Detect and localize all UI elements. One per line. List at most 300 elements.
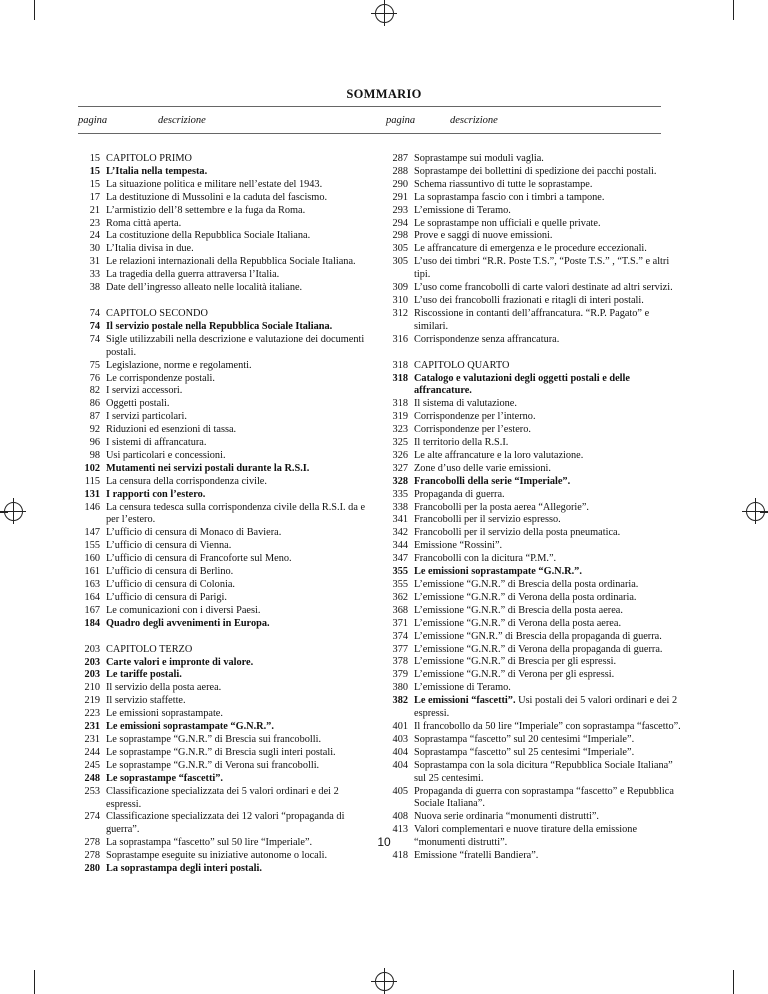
toc-entry bbox=[78, 308, 368, 321]
toc-entry-description bbox=[414, 527, 682, 540]
toc-entry-description bbox=[414, 644, 682, 657]
toc-entry-description bbox=[414, 166, 682, 179]
toc-entry-description bbox=[106, 476, 368, 489]
toc-entry-page: 319 bbox=[392, 411, 408, 423]
toc-entry-text: Corrispondenze per l’interno. bbox=[414, 411, 536, 423]
toc-entry-page: 163 bbox=[84, 579, 100, 590]
toc-entry-description bbox=[106, 437, 368, 450]
toc-entry-page: 290 bbox=[392, 178, 408, 190]
toc-entry bbox=[386, 153, 682, 166]
toc-entry-description bbox=[414, 553, 682, 566]
toc-entry-description bbox=[414, 450, 682, 463]
toc-right-column bbox=[386, 153, 682, 863]
toc-entry bbox=[386, 721, 682, 734]
toc-entry-description bbox=[106, 192, 368, 205]
toc-entry-text: Propaganda di guerra con soprastampa “fascetto” e Repubblica Sociale Italiana”. bbox=[414, 785, 674, 810]
toc-entry bbox=[386, 786, 682, 812]
toc-entry-page: 147 bbox=[84, 527, 100, 539]
toc-entry bbox=[386, 192, 682, 205]
toc-entry bbox=[386, 243, 682, 256]
toc-entry-page: 87 bbox=[89, 411, 100, 423]
toc-entry-description bbox=[106, 695, 368, 708]
toc-entry-description bbox=[106, 230, 368, 243]
toc-entry-description bbox=[414, 592, 682, 605]
column-header-description: descrizione bbox=[158, 115, 206, 126]
toc-entry bbox=[78, 230, 368, 243]
toc-entry-description bbox=[106, 540, 368, 553]
toc-entry-page: 164 bbox=[84, 591, 100, 603]
toc-entry bbox=[386, 514, 682, 527]
toc-entry-description bbox=[414, 631, 682, 644]
toc-entry-description bbox=[106, 398, 368, 411]
toc-entry bbox=[386, 256, 682, 282]
registration-mark-icon bbox=[371, 968, 397, 994]
toc-entry-page: 75 bbox=[89, 359, 100, 371]
toc-entry-page: 280 bbox=[84, 863, 100, 875]
toc-entry bbox=[78, 540, 368, 553]
toc-entry bbox=[386, 502, 682, 515]
toc-entry-page: 325 bbox=[392, 437, 408, 449]
toc-entry-description bbox=[414, 476, 682, 489]
toc-entry-description bbox=[414, 398, 682, 411]
toc-entry-page: 288 bbox=[392, 165, 408, 177]
toc-entry bbox=[386, 411, 682, 424]
toc-entry bbox=[386, 218, 682, 231]
toc-entry-text: Schema riassuntivo di tutte le soprastampe. bbox=[414, 178, 593, 190]
toc-entry-description bbox=[106, 502, 368, 528]
toc-entry-description bbox=[414, 760, 682, 786]
toc-entry-page: 312 bbox=[392, 307, 408, 319]
toc-entry-page: 244 bbox=[84, 746, 100, 758]
toc-entry-description bbox=[414, 295, 682, 308]
toc-entry bbox=[386, 669, 682, 682]
toc-entry-page: 404 bbox=[392, 746, 408, 758]
toc-entry-page: 92 bbox=[89, 424, 100, 436]
toc-entry-description bbox=[106, 579, 368, 592]
toc-entry-text: L’emissione “G.N.R.” di Brescia della posta aerea. bbox=[414, 604, 623, 616]
toc-entry-page: 327 bbox=[392, 462, 408, 474]
toc-entry bbox=[386, 476, 682, 489]
toc-entry-description bbox=[106, 205, 368, 218]
toc-entry bbox=[386, 553, 682, 566]
toc-entry-text: Le soprastampe “G.N.R.” di Brescia sugli interi postali. bbox=[106, 746, 336, 758]
crop-mark bbox=[34, 0, 35, 20]
toc-entry-page: 355 bbox=[392, 566, 408, 578]
toc-entry bbox=[78, 282, 368, 295]
toc-entry-page: 305 bbox=[392, 243, 408, 255]
toc-entry-description bbox=[106, 321, 368, 334]
toc-entry-description bbox=[106, 708, 368, 721]
toc-entry-page: 33 bbox=[89, 269, 100, 281]
toc-entry bbox=[78, 398, 368, 411]
toc-entry-description bbox=[414, 786, 682, 812]
crop-mark bbox=[733, 0, 734, 20]
toc-entry bbox=[386, 463, 682, 476]
toc-entry bbox=[78, 385, 368, 398]
toc-entry bbox=[78, 269, 368, 282]
toc-entry-text: Le soprastampe “fascetti”. bbox=[106, 772, 223, 784]
toc-entry-page: 15 bbox=[89, 165, 100, 177]
toc-entry-page: 203 bbox=[84, 656, 100, 668]
toc-entry bbox=[386, 166, 682, 179]
toc-entry-description bbox=[414, 811, 682, 824]
toc-entry-text: L’ufficio di censura di Parigi. bbox=[106, 591, 227, 603]
toc-entry-page: 278 bbox=[84, 850, 100, 862]
toc-entry-page: 31 bbox=[89, 256, 100, 268]
toc-entry bbox=[78, 334, 368, 360]
toc-entry-description bbox=[106, 153, 368, 166]
toc-entry-text: Le soprastampe “G.N.R.” di Brescia sui francobolli. bbox=[106, 733, 322, 745]
toc-entry-text: Soprastampa con la sola dicitura “Repubblica Sociale Italiana” sul 25 centesimi. bbox=[414, 759, 673, 784]
toc-entry-description bbox=[106, 282, 368, 295]
toc-entry-page: 248 bbox=[84, 772, 100, 784]
toc-entry bbox=[78, 553, 368, 566]
toc-entry-text: Classificazione specializzata dei 5 valori ordinari e dei 2 espressi. bbox=[106, 785, 339, 810]
toc-entry-page: 341 bbox=[392, 514, 408, 526]
toc-entry-description bbox=[414, 850, 682, 863]
toc-entry-page: 21 bbox=[89, 204, 100, 216]
toc-entry bbox=[386, 230, 682, 243]
toc-entry-page: 219 bbox=[84, 695, 100, 707]
toc-entry-description bbox=[414, 373, 682, 399]
toc-entry bbox=[78, 721, 368, 734]
toc-entry bbox=[386, 308, 682, 334]
toc-entry-description bbox=[414, 243, 682, 256]
toc-entry-text: CAPITOLO SECONDO bbox=[106, 307, 208, 319]
toc-entry-description bbox=[106, 373, 368, 386]
toc-entry-text: Legislazione, norme e regolamenti. bbox=[106, 359, 252, 371]
toc-entry-text: Corrispondenze per l’estero. bbox=[414, 424, 531, 436]
toc-entry-description bbox=[414, 721, 682, 734]
registration-mark-icon bbox=[0, 498, 26, 524]
toc-entry-description bbox=[106, 592, 368, 605]
toc-entry-text: Francobolli per il servizio espresso. bbox=[414, 514, 561, 526]
toc-entry-text: La censura tedesca sulla corrispondenza civile della R.S.I. da e per l’estero. bbox=[106, 501, 366, 526]
toc-entry bbox=[386, 398, 682, 411]
toc-entry-page: 377 bbox=[392, 643, 408, 655]
toc-entry-text: L’ufficio di censura di Berlino. bbox=[106, 566, 234, 578]
toc-entry bbox=[78, 166, 368, 179]
toc-entry-page: 309 bbox=[392, 282, 408, 294]
toc-entry-description bbox=[414, 566, 682, 579]
toc-entry-text: Il sistema di valutazione. bbox=[414, 398, 517, 410]
toc-entry-page: 318 bbox=[392, 398, 408, 410]
toc-entry-text: Soprastampa “fascetto” sul 20 centesimi “Imperiale”. bbox=[414, 733, 635, 745]
toc-entry-page: 347 bbox=[392, 553, 408, 565]
toc-entry-description bbox=[106, 179, 368, 192]
toc-entry-page: 167 bbox=[84, 604, 100, 616]
toc-entry-text: L’Italia nella tempesta. bbox=[106, 165, 208, 177]
toc-entry bbox=[386, 682, 682, 695]
toc-entry-text: Le tariffe postali. bbox=[106, 669, 182, 681]
toc-entry-page: 210 bbox=[84, 682, 100, 694]
toc-entry bbox=[386, 850, 682, 863]
toc-entry-page: 318 bbox=[392, 372, 408, 384]
toc-entry-page: 298 bbox=[392, 230, 408, 242]
column-header-page: pagina bbox=[78, 115, 108, 126]
toc-entry bbox=[78, 192, 368, 205]
toc-entry bbox=[386, 540, 682, 553]
toc-entry-description bbox=[414, 282, 682, 295]
chapter-spacer bbox=[78, 631, 368, 644]
toc-entry-description bbox=[106, 243, 368, 256]
toc-entry-text: I servizi particolari. bbox=[106, 411, 187, 423]
toc-entry-text: Le emissioni soprastampate. bbox=[106, 708, 223, 720]
toc-entry bbox=[386, 747, 682, 760]
toc-entry-description bbox=[414, 218, 682, 231]
toc-entry-page: 23 bbox=[89, 217, 100, 229]
toc-entry-text: Classificazione specializzata dei 12 valori “propaganda di guerra”. bbox=[106, 811, 345, 836]
toc-entry-text: Le emissioni soprastampate “G.N.R.”. bbox=[106, 721, 274, 733]
toc-entry-text: L’emissione “G.N.R.” di Verona della propaganda di guerra. bbox=[414, 643, 663, 655]
toc-entry bbox=[78, 708, 368, 721]
toc-entry-description bbox=[106, 334, 368, 360]
toc-entry-description bbox=[414, 179, 682, 192]
toc-entry-page: 342 bbox=[392, 527, 408, 539]
toc-entry-page: 374 bbox=[392, 630, 408, 642]
toc-entry-text: Le emissioni soprastampate “G.N.R.”. bbox=[414, 566, 582, 578]
toc-entry-text: L’ufficio di censura di Colonia. bbox=[106, 579, 235, 590]
toc-entry-page: 294 bbox=[392, 217, 408, 229]
toc-entry bbox=[386, 644, 682, 657]
toc-entry-text: La soprastampa fascio con i timbri a tampone. bbox=[414, 191, 605, 203]
toc-entry bbox=[78, 205, 368, 218]
toc-entry-page: 380 bbox=[392, 682, 408, 694]
toc-entry-text: Il servizio della posta aerea. bbox=[106, 682, 222, 694]
chapter-spacer bbox=[386, 347, 682, 360]
toc-entry-text: L’ufficio di censura di Vienna. bbox=[106, 540, 232, 552]
toc-entry-text: L’emissione “GN.R.” di Brescia della propaganda di guerra. bbox=[414, 630, 662, 642]
toc-entry-description bbox=[106, 605, 368, 618]
toc-entry-page: 102 bbox=[84, 462, 100, 474]
toc-entry-description bbox=[414, 153, 682, 166]
toc-entry-text: Sigle utilizzabili nella descrizione e valutazione dei documenti postali. bbox=[106, 333, 365, 358]
toc-entry-description bbox=[106, 618, 368, 631]
toc-entry-text: Emissione “fratelli Bandiera”. bbox=[414, 850, 539, 862]
toc-entry-description bbox=[106, 527, 368, 540]
toc-entry-text: Propaganda di guerra. bbox=[414, 488, 505, 500]
toc-entry-description bbox=[414, 205, 682, 218]
toc-entry-text: Soprastampe dei bollettini di spedizione dei pacchi postali. bbox=[414, 165, 657, 177]
toc-entry-text: Carte valori e impronte di valore. bbox=[106, 656, 254, 668]
toc-entry-text: Quadro degli avvenimenti in Europa. bbox=[106, 617, 270, 629]
toc-entry-description bbox=[414, 437, 682, 450]
toc-entry-description bbox=[106, 566, 368, 579]
toc-entry-text: Il servizio postale nella Repubblica Sociale Italiana. bbox=[106, 320, 333, 332]
toc-entry-page: 15 bbox=[89, 178, 100, 190]
toc-entry-text: I sistemi di affrancatura. bbox=[106, 437, 207, 449]
toc-entry-page: 405 bbox=[392, 785, 408, 797]
toc-entry-page: 362 bbox=[392, 591, 408, 603]
toc-entry-description bbox=[106, 308, 368, 321]
toc-entry-description bbox=[106, 166, 368, 179]
toc-entry-description bbox=[106, 463, 368, 476]
page-number: 10 bbox=[377, 835, 391, 849]
toc-entry bbox=[386, 695, 682, 721]
toc-entry-text: L’uso dei timbri “R.R. Poste T.S.”, “Poste T.S.” , “T.S.” e altri tipi. bbox=[414, 256, 670, 281]
toc-entry-page: 408 bbox=[392, 811, 408, 823]
toc-entry bbox=[386, 592, 682, 605]
toc-entry bbox=[78, 256, 368, 269]
toc-entry-text: Nuova serie ordinaria “monumenti distrutti”. bbox=[414, 811, 600, 823]
toc-entry-description bbox=[414, 514, 682, 527]
toc-entry-text: Le soprastampe non ufficiali e quelle private. bbox=[414, 217, 601, 229]
toc-entry-text: Soprastampe eseguite su iniziative autonome o locali. bbox=[106, 850, 328, 862]
toc-entry-text: L’ufficio di censura di Monaco di Baviera. bbox=[106, 527, 282, 539]
toc-left-column bbox=[78, 153, 368, 876]
toc-entry-description bbox=[414, 695, 682, 721]
toc-entry bbox=[386, 282, 682, 295]
toc-entry-text-tail: Usi postali dei 5 valori ordinari e dei 2 espressi. bbox=[414, 695, 678, 720]
registration-mark-icon bbox=[742, 498, 768, 524]
toc-entry-page: 274 bbox=[84, 811, 100, 823]
toc-entry-page: 223 bbox=[84, 708, 100, 720]
toc-entry bbox=[78, 669, 368, 682]
toc-entry bbox=[386, 360, 682, 373]
toc-entry-page: 82 bbox=[89, 385, 100, 397]
column-header-page: pagina bbox=[386, 115, 416, 126]
toc-entry-description bbox=[106, 669, 368, 682]
toc-entry-page: 30 bbox=[89, 243, 100, 255]
toc-entry-description bbox=[106, 553, 368, 566]
toc-entry-page: 379 bbox=[392, 669, 408, 681]
toc-entry-text: Soprastampa “fascetto” sul 25 centesimi “Imperiale”. bbox=[414, 746, 635, 758]
toc-entry bbox=[78, 489, 368, 502]
toc-entry bbox=[386, 450, 682, 463]
toc-entry bbox=[78, 592, 368, 605]
toc-entry bbox=[78, 566, 368, 579]
toc-entry-description bbox=[414, 502, 682, 515]
toc-entry bbox=[386, 489, 682, 502]
toc-entry bbox=[78, 850, 368, 863]
toc-entry-text: Francobolli per il servizio della posta pneumatica. bbox=[414, 527, 621, 539]
toc-entry bbox=[78, 760, 368, 773]
toc-entry bbox=[386, 656, 682, 669]
toc-entry bbox=[386, 437, 682, 450]
toc-entry-text: Le comunicazioni con i diversi Paesi. bbox=[106, 604, 261, 616]
toc-entry bbox=[386, 527, 682, 540]
toc-entry-page: 38 bbox=[89, 282, 100, 294]
toc-entry-text: L’emissione “G.N.R.” di Verona per gli espressi. bbox=[414, 669, 615, 681]
toc-entry-description bbox=[414, 540, 682, 553]
toc-entry bbox=[78, 243, 368, 256]
toc-entry bbox=[386, 566, 682, 579]
toc-entry-text: Riscossione in contanti dell’affrancatura. “R.P. Pagato” e similari. bbox=[414, 307, 650, 332]
toc-entry-page: 231 bbox=[84, 733, 100, 745]
toc-entry bbox=[386, 295, 682, 308]
toc-entry-description bbox=[106, 773, 368, 786]
toc-entry-description bbox=[414, 463, 682, 476]
toc-entry bbox=[78, 424, 368, 437]
toc-entry-description bbox=[106, 424, 368, 437]
toc-entry-page: 115 bbox=[84, 475, 100, 487]
toc-entry-description bbox=[106, 734, 368, 747]
toc-entry-page: 74 bbox=[89, 307, 100, 319]
toc-entry bbox=[386, 618, 682, 631]
toc-entry-text: La situazione politica e militare nell’estate del 1943. bbox=[106, 178, 323, 190]
toc-entry-text: Le relazioni internazionali della Repubblica Sociale Italiana. bbox=[106, 256, 356, 268]
toc-entry bbox=[386, 631, 682, 644]
toc-entry-page: 17 bbox=[89, 191, 100, 203]
toc-entry-description bbox=[414, 230, 682, 243]
toc-entry-text: L’uso come francobolli di carte valori destinate ad altri servizi. bbox=[414, 282, 673, 294]
toc-entry-page: 293 bbox=[392, 204, 408, 216]
toc-entry-text: L’ufficio di censura di Francoforte sul Meno. bbox=[106, 553, 292, 565]
toc-entry-page: 326 bbox=[392, 449, 408, 461]
toc-entry-text: Le emissioni “fascetti”. bbox=[414, 695, 516, 707]
toc-entry-text: Soprastampe sui moduli vaglia. bbox=[414, 153, 544, 164]
crop-mark bbox=[34, 970, 35, 994]
toc-entry-page: 305 bbox=[392, 256, 408, 268]
toc-entry-text: Prove e saggi di nuove emissioni. bbox=[414, 230, 553, 242]
toc-entry-page: 318 bbox=[392, 359, 408, 371]
toc-entry-text: La soprastampa “fascetto” sul 50 lire “Imperiale”. bbox=[106, 837, 313, 849]
toc-entry-page: 338 bbox=[392, 501, 408, 513]
toc-entry bbox=[78, 527, 368, 540]
toc-entry-text: La tragedia della guerra attraversa l’Italia. bbox=[106, 269, 280, 281]
toc-entry-page: 287 bbox=[392, 153, 408, 164]
toc-entry-text: Le corrispondenze postali. bbox=[106, 372, 215, 384]
toc-entry-text: Francobolli per la posta aerea “Allegorie”. bbox=[414, 501, 589, 513]
toc-entry-description bbox=[106, 850, 368, 863]
toc-entry bbox=[386, 605, 682, 618]
toc-entry bbox=[78, 502, 368, 528]
toc-entry-page: 131 bbox=[84, 488, 100, 500]
toc-entry bbox=[386, 179, 682, 192]
toc-entry-text: Il servizio staffette. bbox=[106, 695, 186, 707]
toc-entry-description bbox=[414, 411, 682, 424]
toc-entry-page: 378 bbox=[392, 656, 408, 668]
header-rule-top bbox=[78, 106, 661, 107]
toc-entry-description bbox=[414, 256, 682, 282]
toc-entry-description bbox=[106, 786, 368, 812]
toc-entry-text: L’uso dei francobolli frazionati e ritagli di interi postali. bbox=[414, 294, 644, 306]
toc-entry-page: 323 bbox=[392, 424, 408, 436]
toc-entry-description bbox=[414, 334, 682, 347]
toc-entry-page: 371 bbox=[392, 617, 408, 629]
registration-mark-icon bbox=[371, 0, 397, 26]
toc-entry-page: 24 bbox=[89, 230, 100, 242]
toc-entry-page: 253 bbox=[84, 785, 100, 797]
toc-entry bbox=[78, 411, 368, 424]
toc-entry-text: Le alte affrancature e la loro valutazione. bbox=[414, 449, 584, 461]
toc-entry-text: L’emissione “G.N.R.” di Brescia della posta ordinaria. bbox=[414, 579, 639, 590]
toc-entry-text: CAPITOLO TERZO bbox=[106, 643, 193, 655]
toc-entry-page: 382 bbox=[392, 695, 408, 707]
toc-entry bbox=[78, 786, 368, 812]
toc-entry-page: 203 bbox=[84, 643, 100, 655]
toc-entry bbox=[78, 695, 368, 708]
toc-entry-text: L’emissione “G.N.R.” di Verona della posta ordinaria. bbox=[414, 591, 637, 603]
toc-entry-page: 96 bbox=[89, 437, 100, 449]
toc-entry-description bbox=[414, 734, 682, 747]
toc-entry-description bbox=[106, 682, 368, 695]
toc-entry-page: 203 bbox=[84, 669, 100, 681]
toc-entry-text: Il francobollo da 50 lire “Imperiale” con soprastampa “fascetto”. bbox=[414, 720, 681, 732]
toc-entry bbox=[78, 863, 368, 876]
toc-entry bbox=[78, 734, 368, 747]
toc-entry bbox=[386, 734, 682, 747]
toc-entry-description bbox=[106, 489, 368, 502]
toc-entry-description bbox=[414, 669, 682, 682]
toc-entry bbox=[78, 657, 368, 670]
toc-entry-description bbox=[414, 424, 682, 437]
toc-entry-description bbox=[106, 411, 368, 424]
toc-entry-description bbox=[106, 811, 368, 837]
toc-entry bbox=[78, 618, 368, 631]
toc-entry bbox=[78, 321, 368, 334]
toc-entry-text: Riduzioni ed esenzioni di tassa. bbox=[106, 424, 237, 436]
